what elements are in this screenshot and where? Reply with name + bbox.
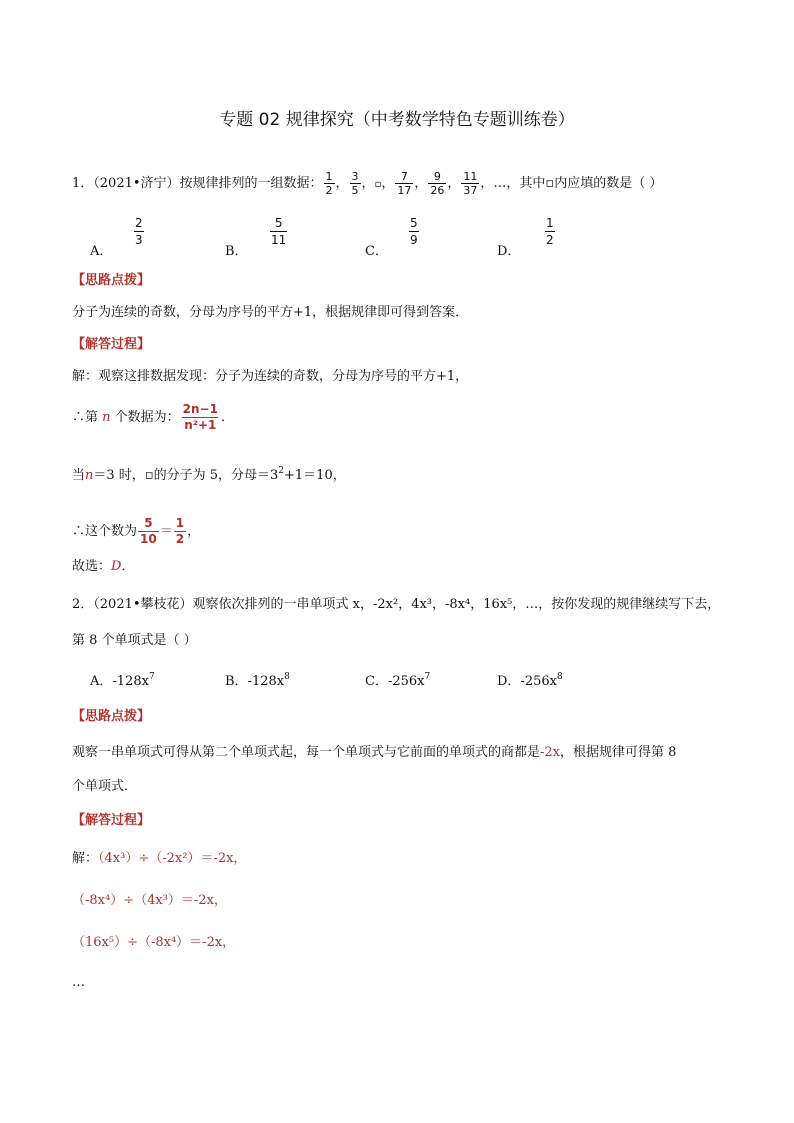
q1-option-a-fraction: 2 3	[135, 216, 143, 247]
result-fraction: $\frac{5}{10}$	[140, 516, 157, 546]
q2-option-d: D．$-256x^8$	[497, 672, 563, 689]
q2-solution-line-3: （16x⁵）÷（-8x⁴）＝-2x，	[72, 935, 236, 950]
q2-option-a: A．$-128x^7$	[90, 672, 155, 689]
sequence-fraction: $\frac{9}{26}$	[430, 170, 445, 197]
q2-option-b: B．$-128x^8$	[225, 672, 290, 689]
q2-solution-label: 【解答过程】	[72, 813, 151, 828]
q2-hint-line-1: 观察一串单项式可得从第二个单项式起，每一个单项式与它前面的单项式的商都是-2x，根据规律可得第 8	[72, 745, 677, 760]
question-1-stem: 1．（2021•济宁）按规律排列的一组数据： $\frac{1}{2}$ ， $\frac{3}{5}$ ，▫， $\frac{7}{17}$ ， $\frac{9}{26}$ ， $\frac{11}{37}$ ，…，其中▫内应填的数是（ ）	[72, 170, 663, 197]
sequence-fraction: $\frac{7}{17}$	[397, 170, 412, 197]
general-term-fraction: $\frac{2n-1}{\text{n²+1}}$	[182, 402, 218, 432]
sequence-fraction: $\frac{11}{37}$	[463, 170, 478, 197]
q1-option-d-label: D．	[497, 244, 521, 259]
q2-option-c: C．$-256x^7$	[365, 672, 431, 689]
q2-hint-label: 【思路点拨】	[72, 709, 151, 724]
question-2-stem-line-1: 2．（2021•攀枝花）观察依次排列的一串单项式 x，-2x²，4x³，-8x⁴，16x⁵，…，按你发现的规律继续写下去，	[72, 597, 721, 612]
q1-prefix: 1．（2021•济宁）按规律排列的一组数据：	[72, 176, 323, 191]
question-2-stem-line-2: 第 8 个单项式是（ ）	[72, 633, 197, 648]
q1-solution-line-3: 当n＝3 时，▫的分子为 5，分母$=3^2+1=10$，	[72, 466, 346, 483]
blank-box: ▫	[374, 179, 382, 190]
q1-option-a-label: A．	[90, 244, 113, 259]
q1-hint-text: 分子为连续的奇数，分母为序号的平方+1，根据规律即可得到答案．	[72, 305, 469, 320]
q2-solution-line-1: 解：（4x³）÷（-2x²）＝-2x，	[72, 851, 247, 866]
q1-solution-label: 【解答过程】	[72, 337, 151, 352]
q1-answer-line: 故选：D．	[72, 559, 135, 574]
q1-solution-line-4: ∴这个数为 $\frac{5}{10}$ ＝ $\frac{1}{2}$ ，	[72, 516, 201, 546]
page-title: 专题 02 规律探究（中考数学特色专题训练卷）	[219, 110, 575, 130]
q1-option-b-fraction: 5 11	[271, 216, 287, 247]
q1-option-d-fraction: 1 2	[546, 216, 554, 247]
q1-option-c-label: C．	[365, 244, 388, 259]
q1-option-b-label: B．	[225, 244, 248, 259]
q1-solution-line-2: ∴第 n 个数据为： $\frac{2n-1}{\text{n²+1}}$ ．	[72, 402, 234, 432]
q2-solution-ellipsis: …	[72, 975, 85, 990]
q2-hint-line-2: 个单项式．	[72, 779, 138, 794]
q1-option-c-fraction: 5 9	[410, 216, 418, 247]
q1-suffix: ，其中▫内应填的数是（ ）	[506, 176, 663, 191]
q1-solution-line-1: 解：观察这排数据发现：分子为连续的奇数，分母为序号的平方+1，	[72, 369, 469, 384]
sequence-fraction: $\frac{3}{5}$	[351, 170, 359, 197]
q2-solution-line-2: （-8x⁴）÷（4x³）＝-2x，	[72, 893, 227, 908]
sequence-fraction: $\frac{1}{2}$	[325, 170, 333, 197]
q1-hint-label: 【思路点拨】	[72, 273, 151, 288]
simplified-fraction: $\frac{1}{2}$	[175, 516, 185, 546]
